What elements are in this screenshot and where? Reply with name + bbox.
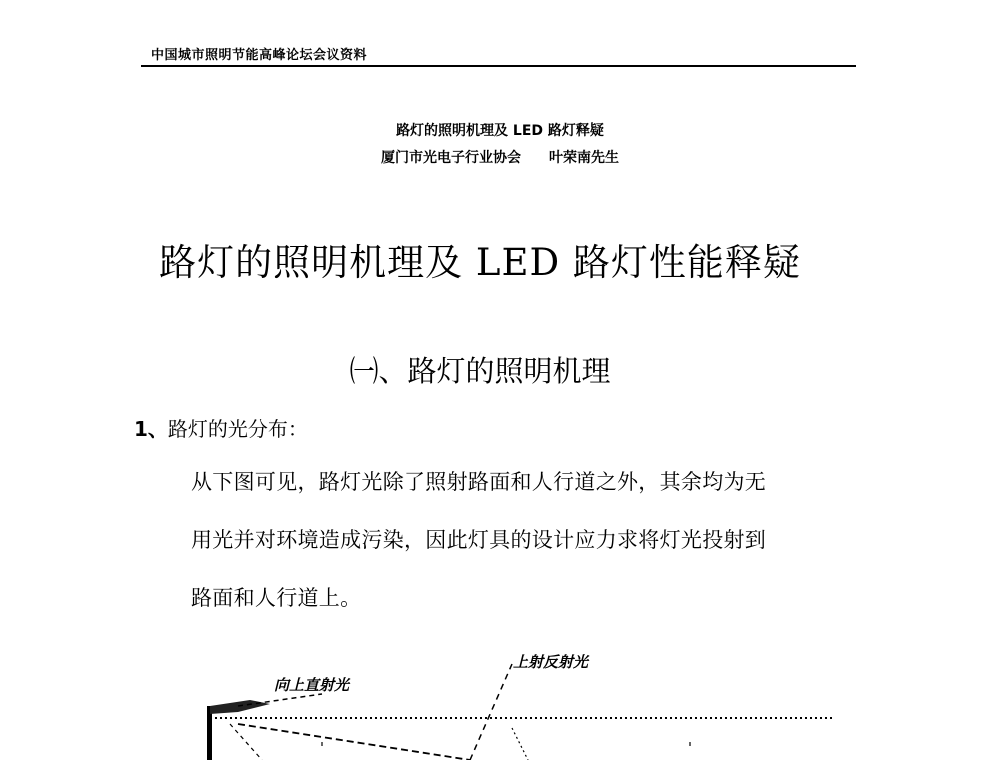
page-title: 路灯的照明机理及 LED 路灯性能释疑 [159,241,801,284]
light-distribution-figure [0,640,1000,760]
item-heading [134,413,308,442]
secondary-reflection [512,728,528,760]
steep-light-ray [230,724,262,760]
running-header: 中国城市照明节能高峰论坛会议资料 [151,48,368,63]
item-number: 1、 [134,417,168,441]
author-organization: 厦门市光电子行业协会 [381,150,521,166]
subheading-author [0,147,1000,167]
section-title: ㈠、路灯的照明机理 [349,354,611,388]
paragraph-line: 从下图可见，路灯光除了照射路面和人行道之外，其余均为无 [191,470,767,494]
lamp-head [210,700,270,714]
author-name: 叶荣南先生 [549,150,619,166]
downward-light-ray [238,724,470,760]
header-rule [141,65,856,67]
subheading-title: 路灯的照明机理及 LED 路灯释疑 [396,123,604,139]
lamp-pole [207,706,212,760]
figure-label-reflected-light: 上射反射光 [513,653,589,671]
reflected-light-ray [470,664,512,760]
item-title: 路灯的光分布： [167,417,308,441]
paragraph-line: 路面和人行道上。 [191,586,362,610]
upward-light-ray [238,694,322,706]
figure-label-upward-light: 向上直射光 [274,676,350,694]
paragraph-line: 用光并对环境造成污染，因此灯具的设计应力求将灯光投射到 [191,528,767,552]
